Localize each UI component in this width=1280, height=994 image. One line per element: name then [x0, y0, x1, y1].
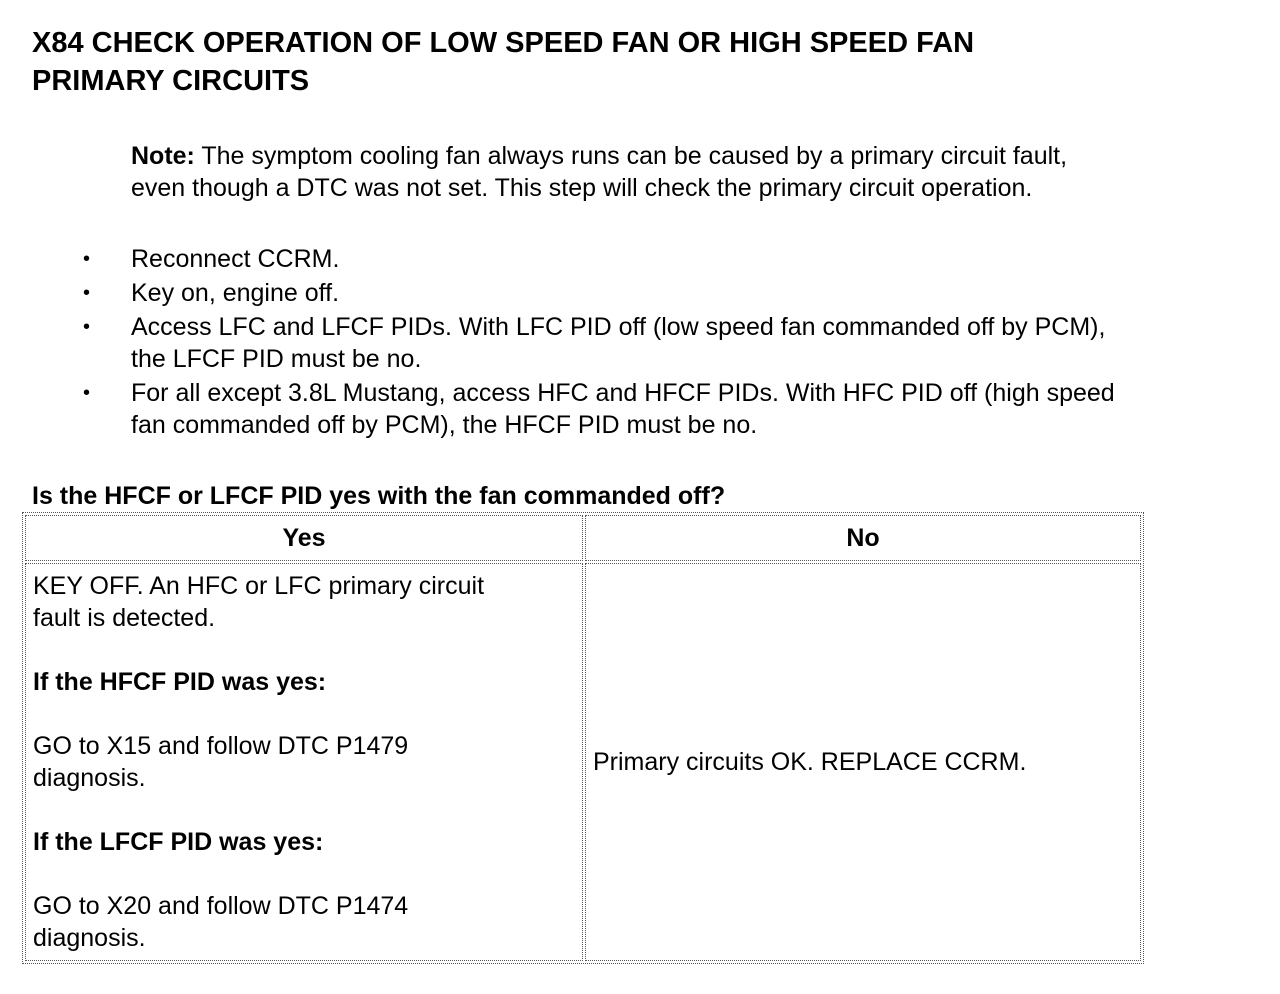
bullet-icon: • [83, 316, 91, 338]
question: Is the HFCF or LFCF PID yes with the fan commanded off? [32, 482, 726, 510]
lfcf-heading: If the LFCF PID was yes: [33, 828, 324, 856]
page-title [32, 24, 1232, 100]
hfcf-heading: If the HFCF PID was yes: [33, 668, 327, 696]
no-cell: Primary circuits OK. REPLACE CCRM. [585, 563, 1141, 961]
step-list [0, 243, 1280, 443]
spacer [33, 794, 575, 826]
step-text: For all except 3.8L Mustang, access HFC and HFCF PIDs. With HFC PID off (high speed [131, 379, 1115, 407]
lfcf-line-2: diagnosis. [33, 924, 146, 952]
answer-table [22, 512, 1144, 964]
step-text: Reconnect CCRM. [131, 245, 340, 273]
table-row [25, 563, 1141, 961]
list-item [0, 311, 1280, 375]
bullet-icon: • [83, 382, 91, 404]
note-text-1: The symptom cooling fan always runs can be caused by a primary circuit fault, [194, 142, 1068, 170]
hfcf-line-1: GO to X15 and follow DTC P1479 [33, 732, 409, 760]
spacer [33, 698, 575, 730]
note-label: Note: [131, 142, 195, 170]
step-text: Access LFC and LFCF PIDs. With LFC PID off (low speed fan commanded off by PCM), [131, 313, 1106, 341]
step-text: fan commanded off by PCM), the HFCF PID must be no. [131, 411, 758, 439]
note [131, 140, 1231, 204]
header-no: No [585, 515, 1141, 561]
bullet-icon: • [83, 282, 91, 304]
list-item [0, 377, 1280, 441]
yes-intro-line-2: fault is detected. [33, 604, 216, 632]
title-line-2: PRIMARY CIRCUITS [32, 65, 310, 97]
step-text: the LFCF PID must be no. [131, 345, 422, 373]
note-line-2: even though a DTC was not set. This step will check the primary circuit operation. [131, 174, 1033, 202]
lfcf-line-1: GO to X20 and follow DTC P1474 [33, 892, 409, 920]
header-yes: Yes [25, 515, 583, 561]
step-text: Key on, engine off. [131, 279, 340, 307]
spacer [33, 858, 575, 890]
title-line-1: X84 CHECK OPERATION OF LOW SPEED FAN OR HIGH SPEED FAN [32, 27, 975, 59]
yes-intro-line-1: KEY OFF. An HFC or LFC primary circuit [33, 572, 485, 600]
spacer [33, 634, 575, 666]
note-line-1 [131, 140, 1231, 172]
yes-cell [25, 563, 583, 961]
list-item [0, 243, 1280, 275]
bullet-icon: • [83, 248, 91, 270]
hfcf-line-2: diagnosis. [33, 764, 146, 792]
list-item [0, 277, 1280, 309]
table-header-row [25, 515, 1141, 561]
